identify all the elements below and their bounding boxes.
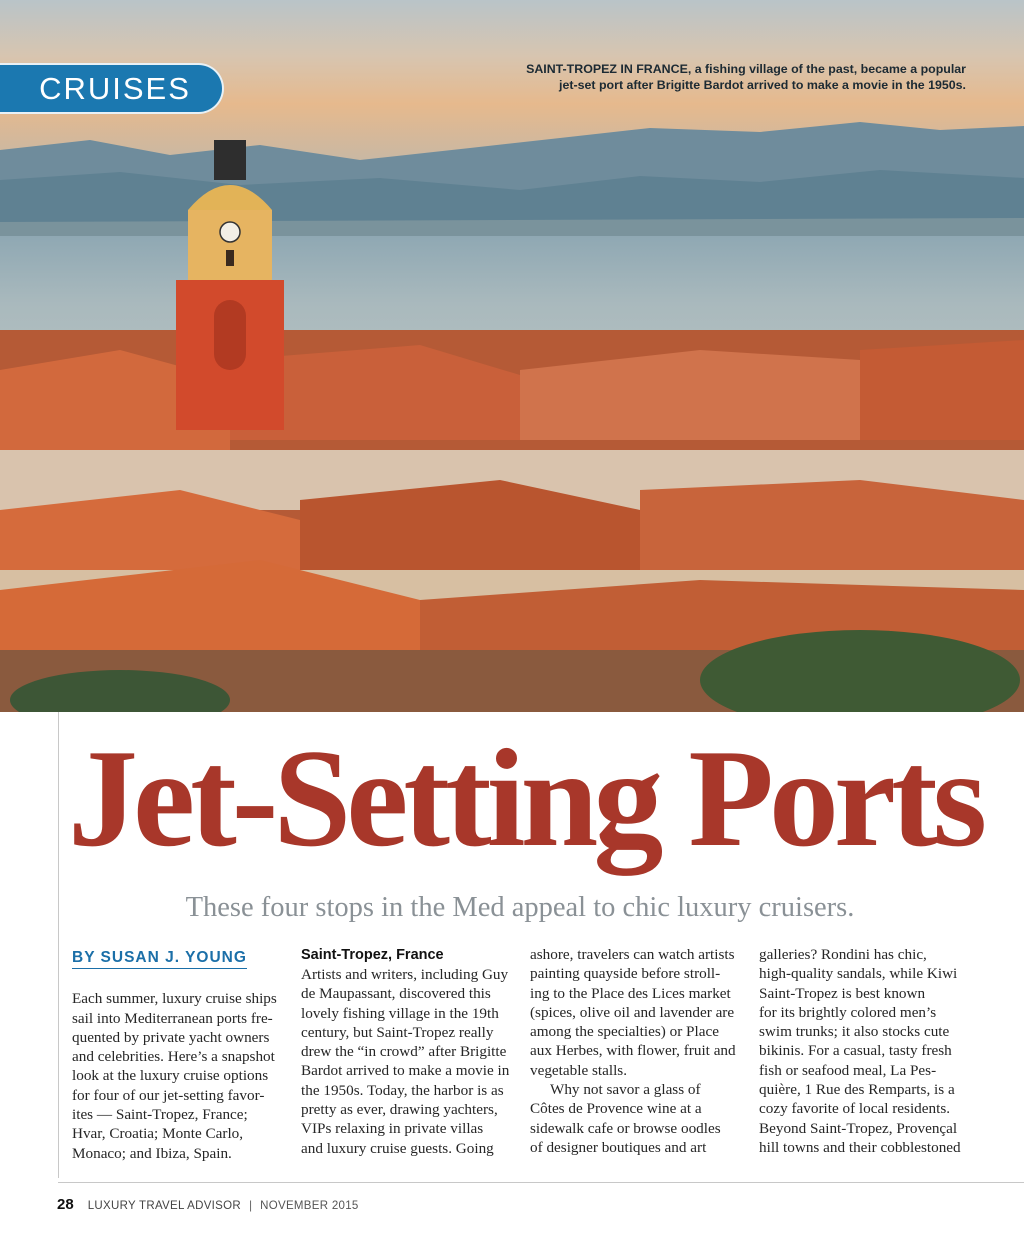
photo-rooftops — [0, 330, 1024, 712]
article-column-4 — [759, 945, 969, 1157]
photo-mountains — [0, 110, 1024, 250]
page-footer — [57, 1196, 359, 1213]
subhead-saint-tropez: Saint-Tropez, France — [301, 947, 444, 963]
article-column-3 — [530, 945, 740, 1157]
article-column-1 — [72, 945, 282, 1163]
section-label: CRUISES — [39, 70, 191, 106]
section-tab-cruises — [0, 63, 224, 114]
body-paragraph-indented: Why not savor a glass of Côtes de Provence wine at a sidewalk cafe or browse oodles of designer boutiques and art — [530, 1081, 721, 1156]
page-number: 28 — [57, 1196, 74, 1213]
clock-tower — [174, 140, 286, 430]
publication-name: LUXURY TRAVEL ADVISOR — [87, 1200, 241, 1212]
footer-separator: | — [249, 1198, 253, 1212]
article-deck: These four stops in the Med appeal to chic luxury cruisers. — [185, 892, 855, 923]
body-paragraph: Artists and writers, including Guy de Maupassant, discovered this lovely fishing village in the 19th century, but Saint-Tropez really drew the “in crowd” after Brigitte Bardot arrived to make a movie in the 1950s. Today, the harbor is as pretty as ever, drawing yachters, VIPs relaxing in private villas and luxury cruise guests. Going — [301, 966, 510, 1157]
author-byline: BY SUSAN J. YOUNG — [72, 948, 247, 969]
photo-caption — [446, 61, 966, 93]
body-paragraph: galleries? Rondini has chic, high-quality sandals, while Kiwi Saint-Tropez is best known for its brightly colored men’s swim trunks; it also stocks cute bikinis. For a casual, tasty fresh fish or seafood meal, La Pes- quière, 1 Rue des Remparts, is a cozy favorite of local residents. Beyond Saint-Tropez, Provençal hill towns and their cobblestoned — [759, 946, 961, 1156]
caption-line-1: SAINT-TROPEZ IN FRANCE, a fishing village of the past, became a popular — [526, 62, 966, 76]
intro-paragraph: Each summer, luxury cruise ships sail into Mediterranean ports fre- quented by private yacht owners and celebrities. Here’s a snapshot look at the luxury cruise options for four of our jet-setting favor- ites — Saint-Tropez, France; Hvar, Croatia; Monte Carlo, Monaco; and Ibiza, Spain. — [72, 990, 277, 1162]
issue-date: NOVEMBER 2015 — [260, 1200, 359, 1212]
body-paragraph: ashore, travelers can watch artists painting quayside before stroll- ing to the Place des Lices market (spices, olive oil and lavender are among the specialties) or Place aux Herbes, with flower, fruit and vegetable stalls. — [530, 946, 736, 1079]
article-column-2 — [301, 945, 511, 1158]
article-headline: Jet-Setting Ports — [68, 721, 983, 876]
footer-rule — [58, 1182, 1024, 1183]
left-margin-rule — [58, 712, 59, 1178]
caption-line-2: jet-set port after Brigitte Bardot arrived to make a movie in the 1950s. — [559, 78, 966, 92]
